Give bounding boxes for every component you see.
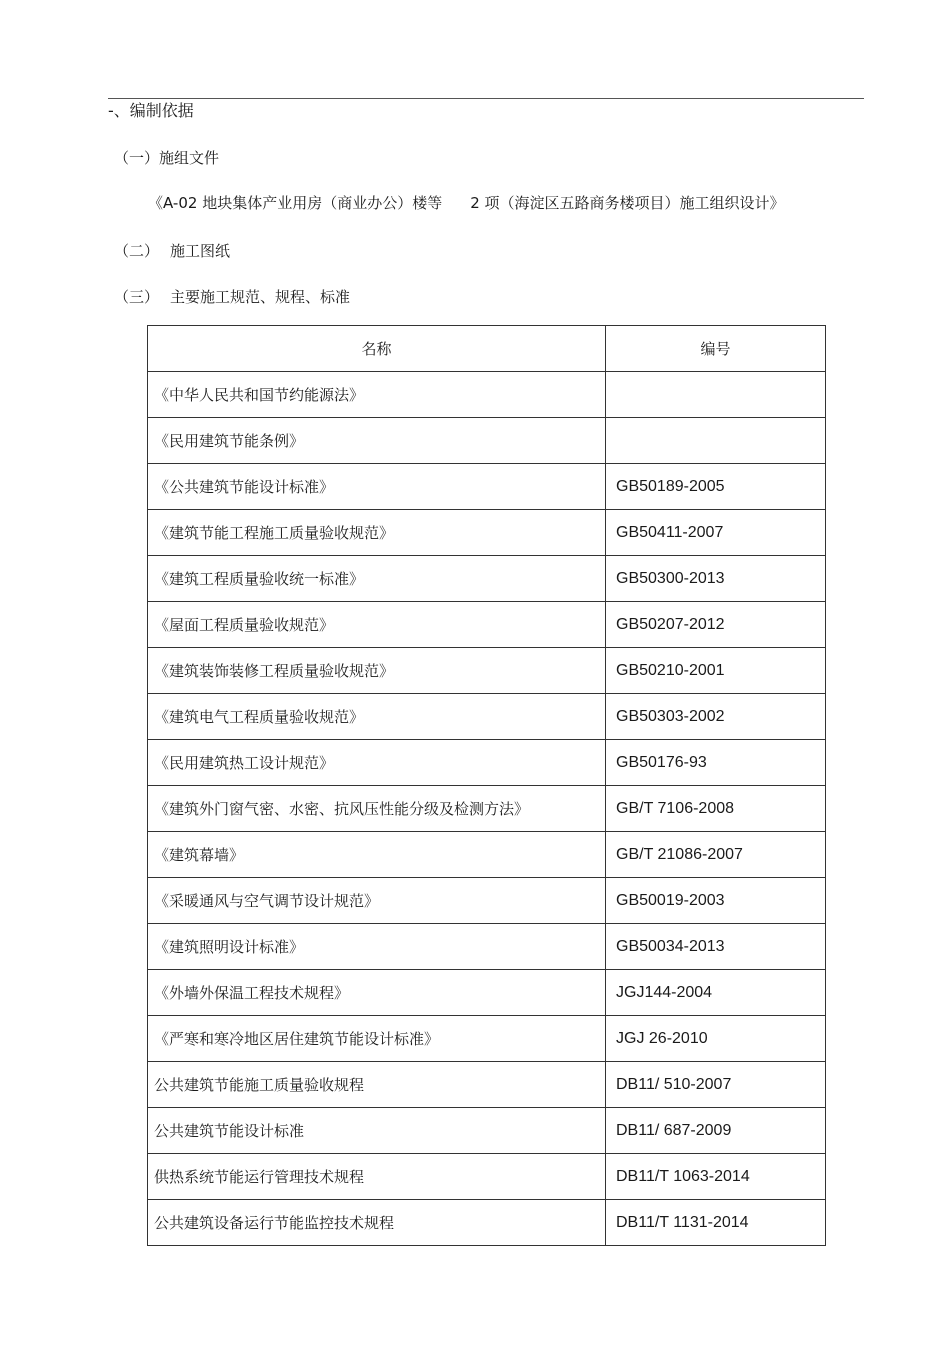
standard-name-cell: 《采暖通风与空气调节设计规范》 (148, 878, 606, 924)
standard-code-cell: GB50303-2002 (606, 694, 826, 740)
standard-name-cell: 《建筑工程质量验收统一标准》 (148, 556, 606, 602)
subsection-drawings (114, 241, 230, 261)
doc-title-part1: 《A-02 地块集体产业用房（商业办公）楼等 (148, 194, 443, 212)
standard-code-cell: DB11/T 1063-2014 (606, 1154, 826, 1200)
subsection-number: （二） (114, 242, 160, 260)
table-row (148, 648, 826, 694)
table-row (148, 740, 826, 786)
table-row (148, 1154, 826, 1200)
standard-code-cell: GB50207-2012 (606, 602, 826, 648)
table-row (148, 1200, 826, 1246)
column-header-name: 名称 (148, 326, 606, 372)
table-row (148, 970, 826, 1016)
table-row (148, 510, 826, 556)
standard-code-cell: DB11/T 1131-2014 (606, 1200, 826, 1246)
standard-code-cell: GB50176-93 (606, 740, 826, 786)
standard-name-cell: 《公共建筑节能设计标准》 (148, 464, 606, 510)
table-row (148, 1062, 826, 1108)
construction-plan-title (148, 193, 785, 213)
standard-name-cell: 《建筑节能工程施工质量验收规范》 (148, 510, 606, 556)
column-header-code: 编号 (606, 326, 826, 372)
standard-name-cell: 《建筑照明设计标准》 (148, 924, 606, 970)
standard-name-cell: 《建筑装饰装修工程质量验收规范》 (148, 648, 606, 694)
subsection-label: 主要施工规范、规程、标准 (170, 288, 351, 306)
standard-name-cell: 《屋面工程质量验收规范》 (148, 602, 606, 648)
standard-name-cell: 公共建筑节能施工质量验收规程 (148, 1062, 606, 1108)
table-row (148, 878, 826, 924)
table-row (148, 1016, 826, 1062)
table-row (148, 464, 826, 510)
standard-name-cell: 《严寒和寒冷地区居住建筑节能设计标准》 (148, 1016, 606, 1062)
standard-name-cell: 《建筑外门窗气密、水密、抗风压性能分级及检测方法》 (148, 786, 606, 832)
doc-title-part2: 2 项（海淀区五路商务楼项目）施工组织设计》 (470, 194, 785, 212)
standard-name-cell: 《外墙外保温工程技术规程》 (148, 970, 606, 1016)
standard-code-cell: GB50300-2013 (606, 556, 826, 602)
standard-code-cell: GB50034-2013 (606, 924, 826, 970)
standard-name-cell: 《中华人民共和国节约能源法》 (148, 372, 606, 418)
table-row (148, 786, 826, 832)
standard-name-cell: 《民用建筑节能条例》 (148, 418, 606, 464)
subsection-number: （三） (114, 288, 160, 306)
table-row (148, 556, 826, 602)
standard-name-cell: 《建筑幕墙》 (148, 832, 606, 878)
subsection-construction-docs: （一）施组文件 (114, 149, 220, 167)
table-row (148, 418, 826, 464)
standard-code-cell: DB11/ 510-2007 (606, 1062, 826, 1108)
standard-code-cell: GB50189-2005 (606, 464, 826, 510)
standards-table (147, 325, 826, 1246)
table-row (148, 924, 826, 970)
standard-code-cell: GB/T 7106-2008 (606, 786, 826, 832)
standard-code-cell: GB50411-2007 (606, 510, 826, 556)
header-rule (108, 98, 864, 99)
standard-code-cell: JGJ144-2004 (606, 970, 826, 1016)
standard-code-cell: DB11/ 687-2009 (606, 1108, 826, 1154)
subsection-label: 施工图纸 (170, 242, 231, 260)
section-heading: -、编制依据 (108, 101, 194, 120)
standard-code-cell: GB/T 21086-2007 (606, 832, 826, 878)
standard-code-cell: JGJ 26-2010 (606, 1016, 826, 1062)
standard-name-cell: 公共建筑设备运行节能监控技术规程 (148, 1200, 606, 1246)
standard-code-cell: GB50019-2003 (606, 878, 826, 924)
standard-name-cell: 供热系统节能运行管理技术规程 (148, 1154, 606, 1200)
table-row (148, 832, 826, 878)
table-header-row (148, 326, 826, 372)
table-row (148, 694, 826, 740)
standard-name-cell: 《建筑电气工程质量验收规范》 (148, 694, 606, 740)
standard-name-cell: 公共建筑节能设计标准 (148, 1108, 606, 1154)
standard-name-cell: 《民用建筑热工设计规范》 (148, 740, 606, 786)
table-row (148, 602, 826, 648)
table-row (148, 1108, 826, 1154)
table-row (148, 372, 826, 418)
standard-code-cell: GB50210-2001 (606, 648, 826, 694)
standard-code-cell (606, 418, 826, 464)
subsection-standards (114, 287, 350, 307)
standard-code-cell (606, 372, 826, 418)
